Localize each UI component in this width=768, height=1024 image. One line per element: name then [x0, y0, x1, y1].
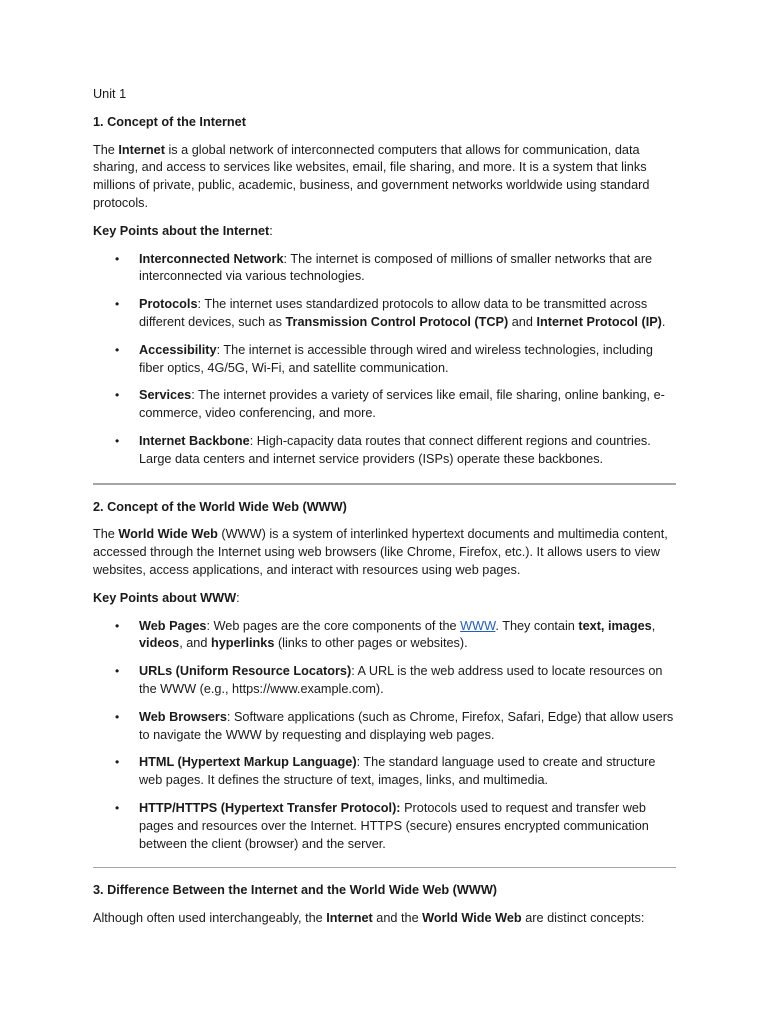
- bullet-icon: •: [115, 433, 120, 448]
- list-item: • Web Browsers: Software applications (such as Chrome, Firefox, Safari, Edge) that allow users to navigate the WWW by requesting and displaying web pages.: [115, 709, 674, 742]
- section-2-key-points-label: Key Points about WWW:: [93, 590, 240, 605]
- list-item: • Accessibility: The internet is accessible through wired and wireless technologies, including fiber optics, 4G/5G, Wi-Fi, and satellite communication.: [115, 342, 653, 375]
- list-item: • Interconnected Network: The internet is composed of millions of smaller networks that are interconnected via various technologies.: [115, 251, 653, 284]
- bullet-icon: •: [115, 342, 120, 357]
- list-item: • HTML (Hypertext Markup Language): The standard language used to create and structure web pages. It defines the structure of text, images, links, and multimedia.: [115, 755, 656, 788]
- section-2-heading: 2. Concept of the World Wide Web (WWW): [93, 499, 347, 514]
- list-item: • Protocols: The internet uses standardized protocols to allow data to be transmitted across different devices, such as Transmission Control Protocol (TCP) and Internet Protocol (IP).: [115, 297, 666, 329]
- section-1-key-points-label: Key Points about the Internet:: [93, 223, 273, 238]
- bullet-icon: •: [115, 709, 120, 724]
- bullet-icon: •: [115, 388, 120, 403]
- list-item: • HTTP/HTTPS (Hypertext Transfer Protocol): Protocols used to request and transfer web pages and resources over the Internet. HTTPS (secure) ensures encrypted communication between the client (browser) and the server.: [115, 800, 649, 851]
- bullet-icon: •: [115, 755, 120, 770]
- www-link[interactable]: WWW: [460, 618, 496, 633]
- section-1-list: [93, 251, 676, 469]
- section-2-list: [93, 618, 676, 854]
- bullet-icon: •: [115, 618, 120, 633]
- section-divider: [93, 483, 676, 485]
- section-1-intro: The Internet is a global network of interconnected computers that allows for communication, data sharing, and access to services like websites, email, file sharing, and more. It is a system that links millions of private, public, academic, business, and government networks worldwide using standard protocols.: [93, 142, 650, 210]
- list-item: • Services: The internet provides a variety of services like email, file sharing, online banking, e-commerce, video conferencing, and more.: [115, 388, 665, 421]
- list-item: • Web Pages: Web pages are the core components of the WWW. They contain text, images, videos, and hyperlinks (links to other pages or websites).: [115, 618, 656, 651]
- section-3-intro: Although often used interchangeably, the Internet and the World Wide Web are distinct concepts:: [93, 911, 645, 926]
- list-item: • Internet Backbone: High-capacity data routes that connect different regions and countries. Large data centers and internet service providers (ISPs) operate these backbones.: [115, 433, 651, 466]
- bullet-icon: •: [115, 251, 120, 266]
- unit-label: Unit 1: [93, 87, 127, 101]
- bullet-icon: •: [115, 664, 120, 679]
- section-divider: [93, 867, 676, 868]
- section-3-heading: 3. Difference Between the Internet and the World Wide Web (WWW): [93, 883, 498, 898]
- list-item: • URLs (Uniform Resource Locators): A URL is the web address used to locate resources on the WWW (e.g., https://www.example.com).: [115, 664, 663, 696]
- section-2-intro: The World Wide Web (WWW) is a system of interlinked hypertext documents and multimedia content, accessed through the Internet using web browsers (like Chrome, Firefox, etc.). It allows users to view websites, access applications, and interact with resources using web pages.: [93, 527, 668, 577]
- section-1-heading: 1. Concept of the Internet: [93, 114, 246, 129]
- bullet-icon: •: [115, 800, 120, 815]
- bullet-icon: •: [115, 297, 120, 312]
